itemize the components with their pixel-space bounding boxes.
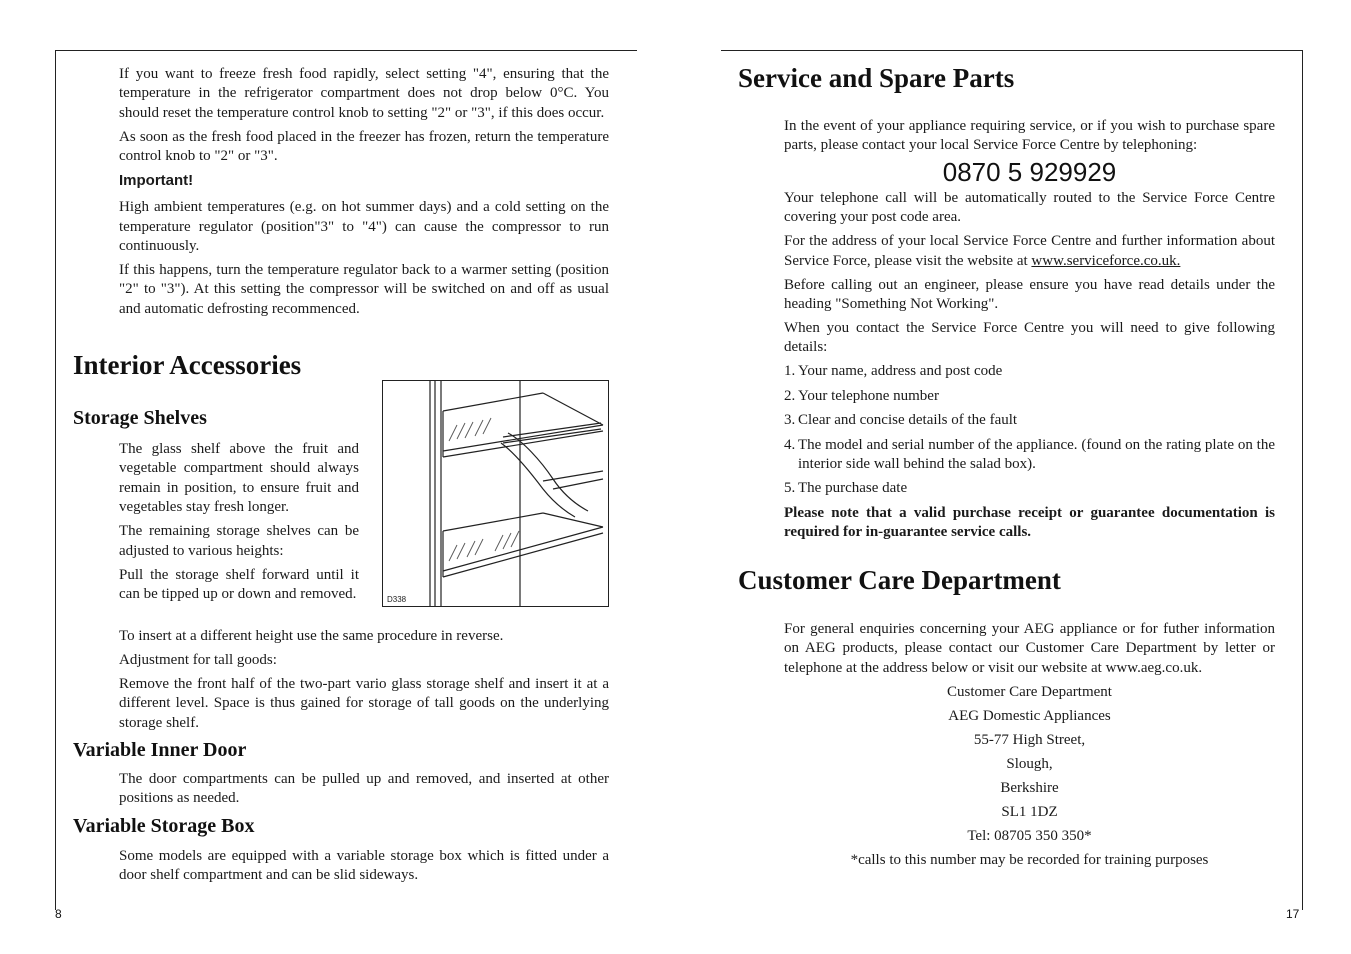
right-margin-rule: [1302, 50, 1303, 910]
top-rule: [721, 50, 1303, 51]
list-number: 2.: [784, 387, 796, 404]
left-margin-rule: [55, 50, 56, 910]
paragraph: For general enquiries concerning your AEG appliance or for futher information on AEG products, please contact our Customer Care Department by letter or telephone at the address below or visit our website at www.aeg.co.uk.: [784, 621, 1275, 676]
address-block: [784, 683, 1275, 870]
paragraph: Some models are equipped with a variable storage box which is fitted under a door shelf compartment and can be slid sideways.: [119, 848, 609, 884]
customer-care-heading: Customer Care Department: [738, 565, 1061, 595]
guarantee-note: Please note that a valid purchase receipt or guarantee documentation is required for in-guarantee service calls.: [784, 504, 1275, 541]
address-line: Slough,: [1006, 755, 1053, 772]
page-number: 8: [55, 907, 62, 921]
paragraph: As soon as the fresh food placed in the freezer has frozen, return the temperature control knob to "2" or "3".: [119, 128, 609, 165]
right-page: [676, 0, 1351, 954]
paragraph: [784, 232, 1275, 271]
figure-code: D338: [387, 595, 407, 604]
paragraph: To insert at a different height use the same procedure in reverse.: [119, 628, 504, 644]
list-item: [784, 362, 1275, 381]
list-text: The model and serial number of the appliance. (found on the rating plate on the interior side wall behind the salad box).: [798, 436, 1275, 473]
variable-storage-box-heading: Variable Storage Box: [73, 815, 255, 837]
paragraph: If you want to freeze fresh food rapidly, select setting "4", ensuring that the temperature in the refrigerator compartment does not drop below 0°C. You should reset the temperature control knob to setting "2" or "3", if this does occur.: [119, 66, 609, 121]
list-number: 3.: [784, 412, 796, 429]
service-phone-number: 0870 5 929929: [942, 156, 1117, 187]
serviceforce-link[interactable]: www.serviceforce.co.uk.: [1031, 252, 1181, 269]
list-item: [784, 436, 1275, 475]
paragraph: The glass shelf above the fruit and vegetable compartment should always remain in position, to ensure fruit and vegetables stay fresh longer.: [119, 441, 359, 516]
telephone-line: Tel: 08705 350 350*: [967, 827, 1092, 844]
shelf-illustration: [382, 380, 609, 607]
service-and-spare-parts-heading: Service and Spare Parts: [738, 63, 1015, 93]
service-block: [784, 117, 1275, 547]
list-text: Clear and concise details of the fault: [798, 412, 1018, 429]
list-text: Your telephone number: [798, 387, 939, 404]
paragraph: The remaining storage shelves can be adjusted to various heights:: [119, 523, 359, 559]
address-line: AEG Domestic Appliances: [948, 707, 1111, 724]
important-label: Important!: [119, 172, 194, 190]
list-text: Your name, address and post code: [798, 363, 1003, 380]
address-line: Customer Care Department: [947, 683, 1112, 700]
website-text: For the address of your local Service Force Centre and further information about Service Force, please visit the website at: [784, 233, 1275, 269]
list-item: [784, 411, 1275, 430]
list-number: 1.: [784, 363, 796, 380]
list-text: The purchase date: [798, 480, 908, 497]
list-item: [784, 387, 1275, 406]
variable-inner-door-heading: Variable Inner Door: [73, 739, 247, 761]
storage-box-text-block: [119, 847, 609, 890]
shelf-drawing: [383, 381, 608, 606]
paragraph: Remove the front half of the two-part vario glass storage shelf and insert it at a different level. Space is thus gained for storage of tall goods on the underlying storage shelf.: [119, 676, 609, 731]
list-number: 5.: [784, 480, 796, 497]
address-line: Berkshire: [1000, 779, 1059, 796]
paragraph: Before calling out an engineer, please ensure you have read details under the heading "Something Not Working".: [784, 276, 1275, 313]
paragraph: High ambient temperatures (e.g. on hot summer days) and a cold setting on the temperature regulator (position"3" to "4") can cause the compressor to run continuously.: [119, 199, 609, 255]
storage-shelves-continued: [119, 627, 609, 738]
paragraph: In the event of your appliance requiring service, or if you wish to purchase spare parts, please contact your local Service Force Centre by telephoning:: [784, 118, 1275, 154]
paragraph: Your telephone call will be automatically routed to the Service Force Centre covering your post code area.: [784, 189, 1275, 226]
page-number: 17: [1286, 907, 1300, 921]
top-rule: [55, 50, 637, 51]
interior-accessories-heading: Interior Accessories: [73, 350, 302, 380]
paragraph: If this happens, turn the temperature regulator back to a warmer setting (position "2" to "3"). At this setting the compressor will be switched on and off as usual and automatic defrosting recommenced.: [119, 262, 609, 317]
paragraph: Pull the storage shelf forward until it can be tipped up or down and removed.: [119, 566, 359, 603]
customer-care-block: [784, 620, 1275, 875]
recording-note: *calls to this number may be recorded for training purposes: [850, 851, 1209, 868]
left-page: [0, 0, 675, 954]
paragraph: When you contact the Service Force Centre you will need to give following details:: [784, 320, 1275, 356]
inner-door-text-block: [119, 770, 609, 813]
list-item: [784, 479, 1275, 498]
address-line: SL1 1DZ: [1001, 803, 1058, 820]
address-line: 55-77 High Street,: [973, 731, 1086, 748]
paragraph: The door compartments can be pulled up and removed, and inserted at other positions as needed.: [119, 771, 609, 807]
intro-block: [119, 65, 609, 324]
paragraph: Adjustment for tall goods:: [119, 652, 277, 668]
list-number: 4.: [784, 436, 796, 453]
storage-shelves-text: [119, 440, 359, 609]
storage-shelves-heading: Storage Shelves: [73, 407, 207, 429]
